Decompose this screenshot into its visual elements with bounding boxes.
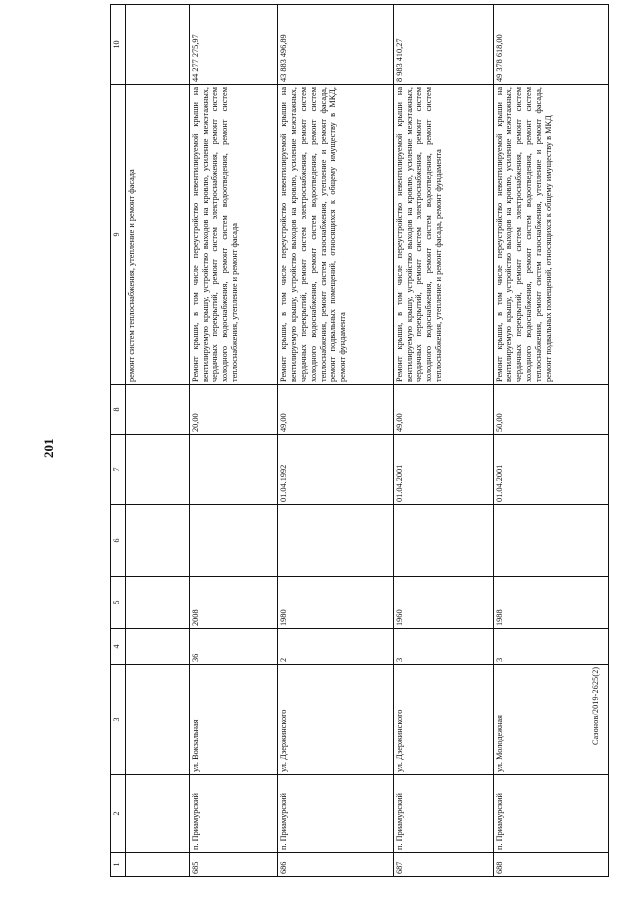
continuation-row (126, 5, 190, 877)
repair-program-table (110, 4, 609, 877)
works-cell: Ремонт крыши, в том числе переустройство невентилируемой крыши на вентилируемую крышу, устройство выходов на кровлю, усиление межэтажных, чердачных перекрытий, ремонт систем электроснабжения, ремонт систем холодного водоснабжения, ремонт систем водоотведения, ремонт систем теплоснабжения, утепление и ремонт фасада, ремонт фундамента (393, 85, 493, 385)
document-code: Сазонов/2019-2625(2) (591, 666, 600, 745)
wear-cell: 49,00 (393, 385, 493, 435)
house-cell: 3 (393, 629, 493, 665)
wear-cell: 20,00 (189, 385, 278, 435)
col6-cell (493, 505, 608, 577)
col6-cell (393, 505, 493, 577)
settlement-cell: п. Приамурский (189, 775, 278, 853)
row-number: 685 (189, 853, 278, 877)
column-header: 5 (111, 577, 126, 629)
column-header: 4 (111, 629, 126, 665)
col6-cell (278, 505, 393, 577)
works-cell: Ремонт крыши, в том числе переустройство невентилируемой крыши на вентилируемую крышу, устройство выходов на кровлю, усиление межэтажных, чердачных перекрытий, ремонт систем электроснабжения, ремонт систем холодного водоснабжения, ремонт систем водоотведения, ремонт систем теплоснабжения, ремонт систем газоснабжения, утепление и ремонт фасада, ремонт подвальных помещений, относящихся к общему имуществу в МКД, ремонт фундамента (278, 85, 393, 385)
house-cell: 3 (493, 629, 608, 665)
column-header: 3 (111, 665, 126, 775)
works-cell: Ремонт крыши, в том числе переустройство невентилируемой крыши на вентилируемую крышу, устройство выходов на кровлю, усиление межэтажных, чердачных перекрытий, ремонт систем электроснабжения, ремонт систем холодного водоснабжения, ремонт систем водоотведения, ремонт систем теплоснабжения, ремонт систем газоснабжения, утепление и ремонт фасада, ремонт подвальных помещений, относящихся к общему имуществу в МКД (493, 85, 608, 385)
row-number: 686 (278, 853, 393, 877)
wear-cell: 50,00 (493, 385, 608, 435)
column-header: 9 (111, 85, 126, 385)
column-header: 10 (111, 5, 126, 85)
street-cell: ул. Молодежная (493, 665, 608, 775)
street-cell: ул. Дзержинского (278, 665, 393, 775)
house-cell: 2 (278, 629, 393, 665)
settlement-cell: п. Приамурский (493, 775, 608, 853)
settlement-cell: п. Приамурский (393, 775, 493, 853)
cost-cell: 43 883 496,89 (278, 5, 393, 85)
table-row (393, 5, 493, 877)
page-number: 201 (41, 438, 56, 458)
year-cell: 1960 (393, 577, 493, 629)
street-cell: ул. Вокзальная (189, 665, 278, 775)
column-header: 7 (111, 435, 126, 505)
table-row (493, 5, 608, 877)
date-cell (189, 435, 278, 505)
column-number-row (111, 5, 126, 877)
cost-cell: 44 277 275,97 (189, 5, 278, 85)
settlement-cell: п. Приамурский (278, 775, 393, 853)
cost-cell: 49 378 618,00 (493, 5, 608, 85)
row-number: 687 (393, 853, 493, 877)
year-cell: 1988 (493, 577, 608, 629)
year-cell: 2008 (189, 577, 278, 629)
continuation-text: ремонт систем теплоснабжения, утепление и ремонт фасада (126, 85, 190, 385)
table-row (189, 5, 278, 877)
column-header: 6 (111, 505, 126, 577)
date-cell: 01.04.1992 (278, 435, 393, 505)
street-cell: ул. Дзержинского (393, 665, 493, 775)
col6-cell (189, 505, 278, 577)
year-cell: 1980 (278, 577, 393, 629)
cost-cell: 8 983 410,27 (393, 5, 493, 85)
table-row (278, 5, 393, 877)
date-cell: 01.04.2001 (393, 435, 493, 505)
wear-cell: 49,00 (278, 385, 393, 435)
row-number: 688 (493, 853, 608, 877)
rotated-table-container (110, 5, 609, 877)
column-header: 1 (111, 853, 126, 877)
column-header: 2 (111, 775, 126, 853)
works-cell: Ремонт крыши, в том числе переустройство невентилируемой крыши на вентилируемую крышу, устройство выходов на кровлю, усиление межэтажных, чердачных перекрытий, ремонт систем электроснабжения, ремонт систем холодного водоснабжения, ремонт систем водоотведения, ремонт систем теплоснабжения, утепление и ремонт фасада (189, 85, 278, 385)
date-cell: 01.04.2001 (493, 435, 608, 505)
column-header: 8 (111, 385, 126, 435)
house-cell: 36 (189, 629, 278, 665)
